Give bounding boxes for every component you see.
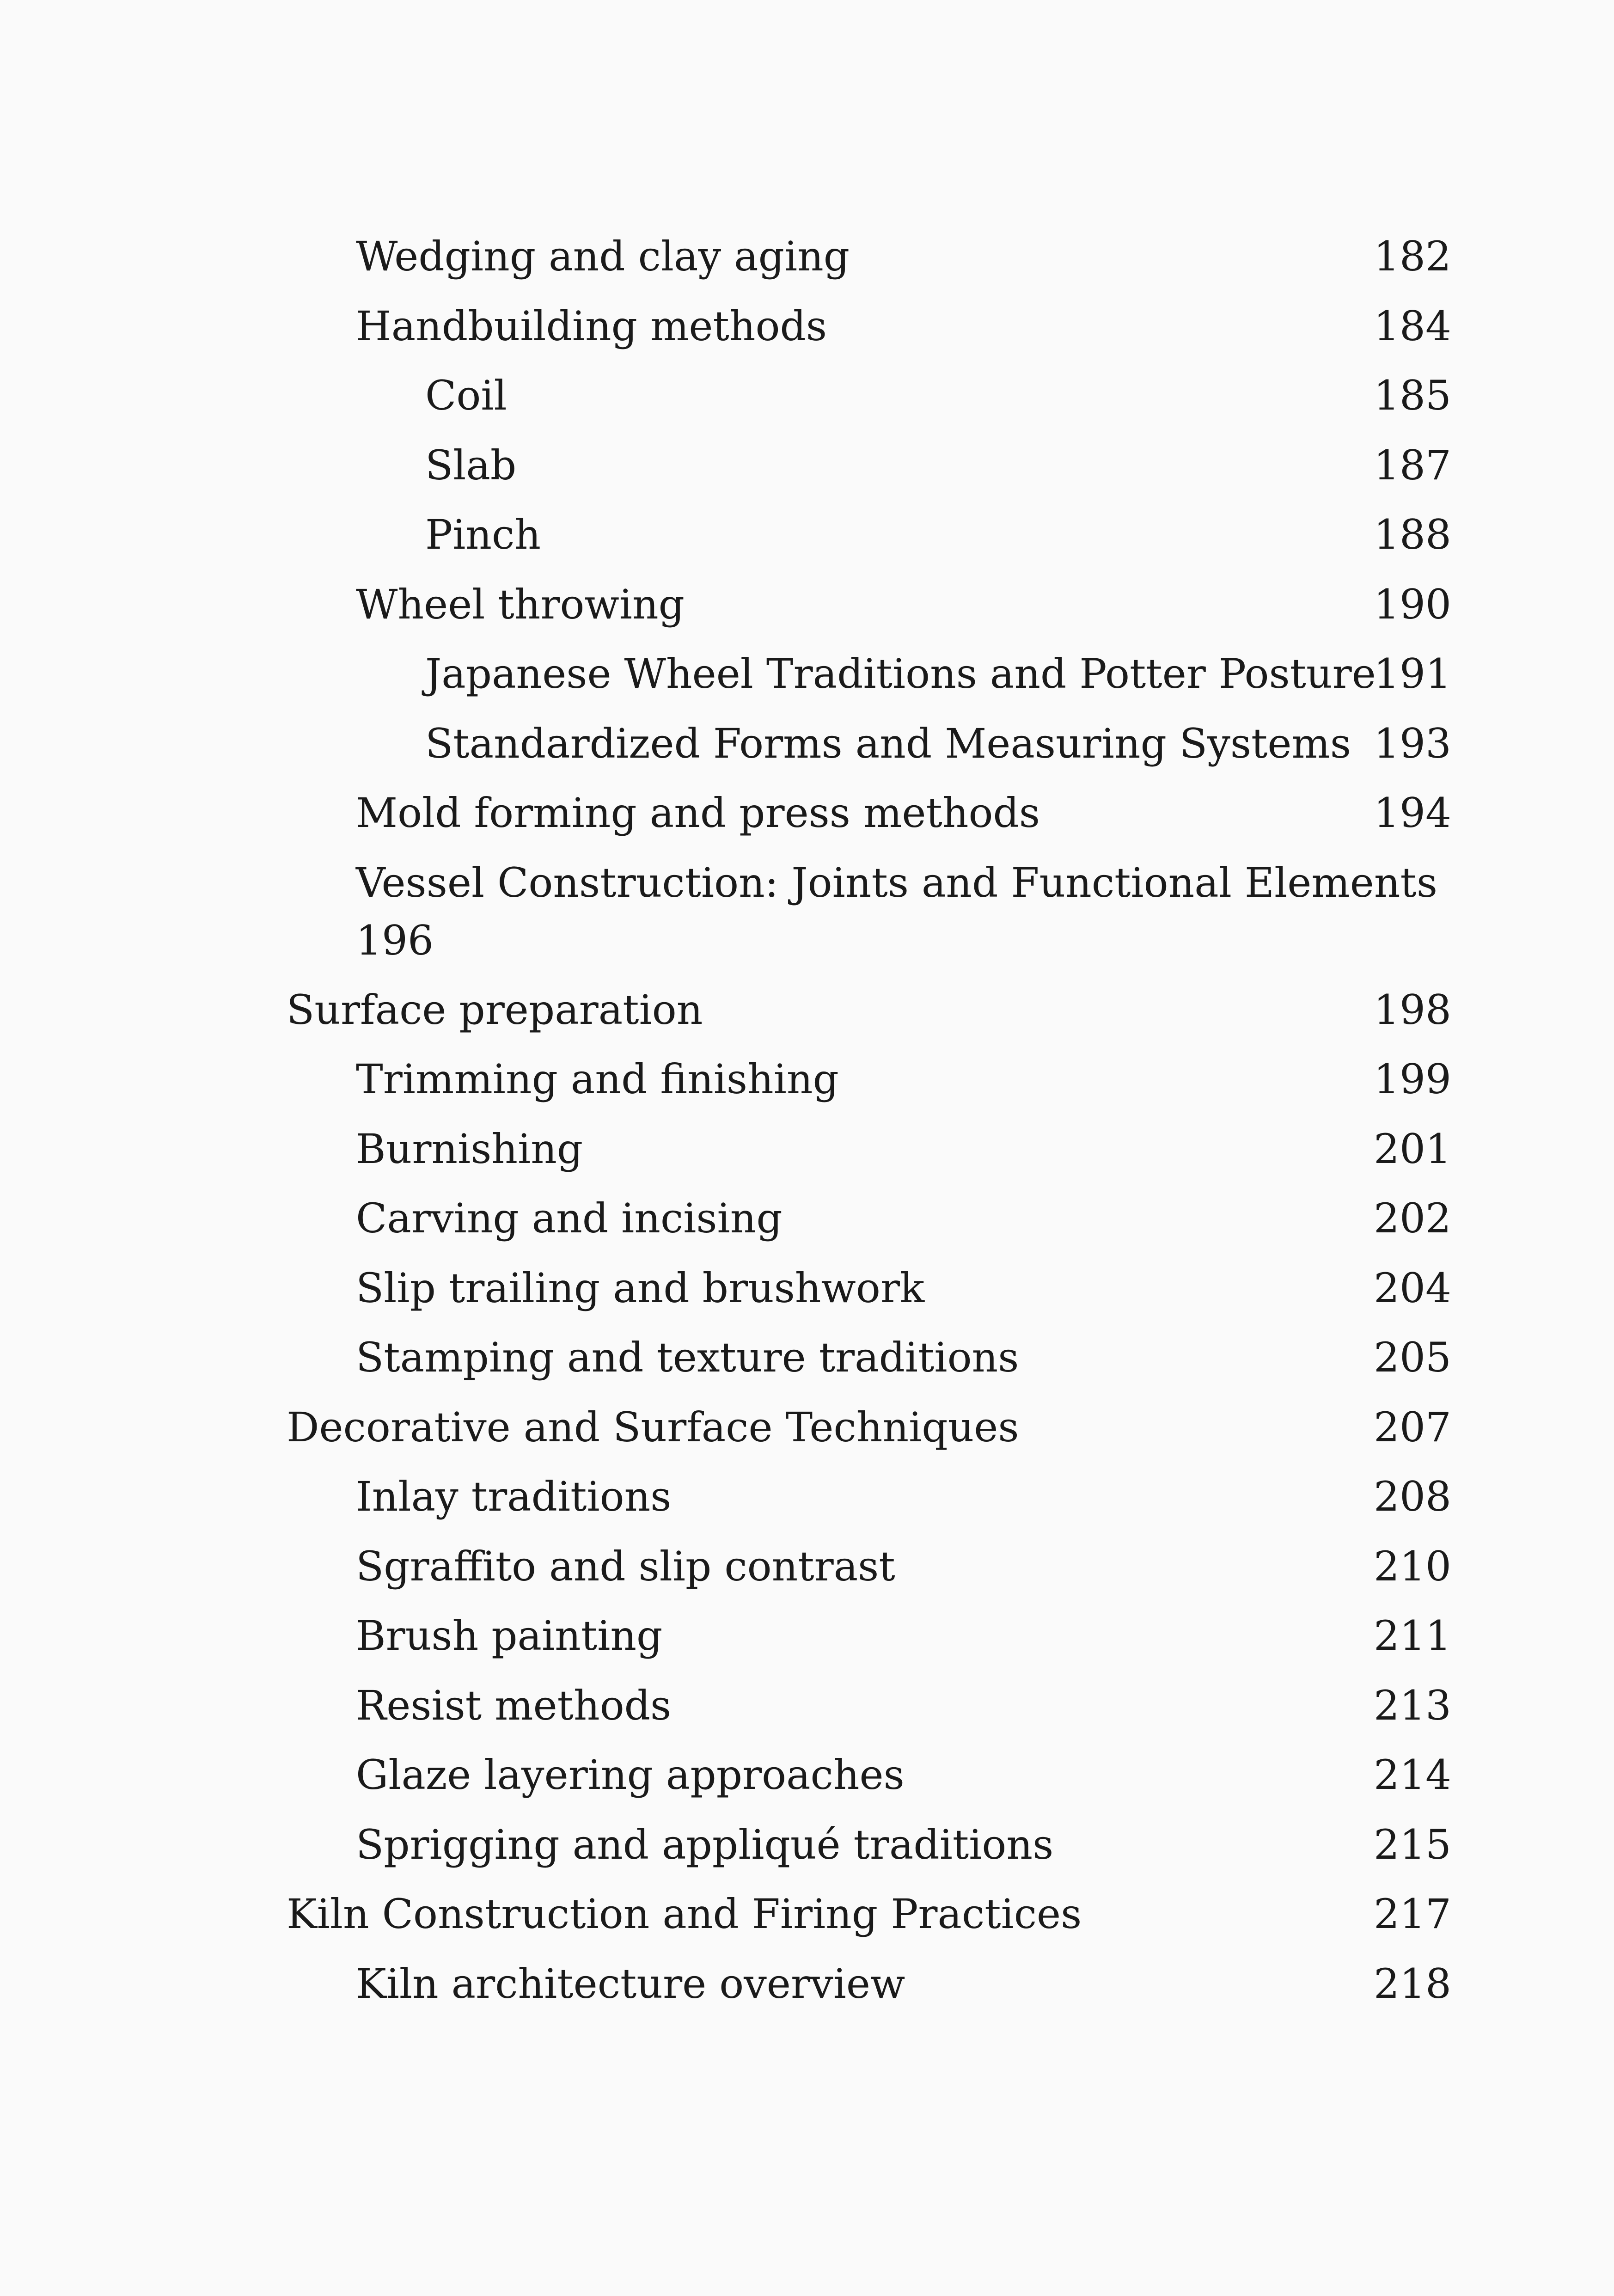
toc-entry-page: 214 [1374,1751,1451,1799]
toc-entry-page: 190 [1374,580,1451,628]
toc-entry [287,292,1451,361]
toc-entry-title: Japanese Wheel Traditions and Potter Posture [425,650,1376,698]
toc-entry-title: Standardized Forms and Measuring Systems [425,719,1351,767]
toc-entry-page: 199 [1374,1055,1451,1103]
toc-entry-title: Slip trailing and brushwork [356,1264,925,1312]
toc-entry-page: 182 [1374,233,1451,280]
toc-entry-page: 188 [1374,511,1451,558]
toc-entry [287,1671,1451,1741]
toc-entry-page: 198 [1374,986,1451,1034]
toc-entry-title: Sgraffito and slip contrast [356,1542,895,1590]
toc-entry-title: Carving and incising [356,1194,783,1242]
toc-entry [287,1740,1451,1810]
toc-entry-title: Mold forming and press methods [356,789,1040,837]
toc-entry [287,431,1451,501]
toc-entry [287,1810,1451,1880]
toc-entry-page: 187 [1374,441,1451,489]
toc-entry-page: 215 [1374,1820,1451,1868]
toc-entry [287,570,1451,640]
toc-entry [287,222,1451,292]
toc-entry-page: 213 [1374,1681,1451,1729]
toc-entry-title: Handbuilding methods [356,302,827,350]
toc-entry-page: 205 [1374,1334,1451,1381]
toc-entry [287,639,1451,709]
toc-entry [287,1045,1451,1114]
toc-entry-title: Brush painting [356,1612,663,1659]
toc-entry-page: 204 [1374,1264,1451,1312]
toc-entry-title: Wedging and clay aging [356,233,850,280]
toc-entry [287,1114,1451,1184]
toc-entry-page: 218 [1374,1959,1451,2008]
toc-entry-title: Sprigging and appliqué traditions [356,1820,1054,1868]
toc-entry-title: Stamping and texture traditions [356,1334,1019,1381]
toc-entry-page: 211 [1374,1612,1451,1659]
toc-entry-title: Vessel Construction: Joints and Functional Elements [356,858,1438,906]
toc-entry-title: Slab [425,441,517,489]
toc-entry-page: 196 [356,916,434,964]
toc-entry [287,848,1451,975]
toc-entry-title: Inlay traditions [356,1473,672,1520]
toc-entry-page: 184 [1374,302,1451,350]
toc-entry-title: Surface preparation [287,986,703,1034]
table-of-contents [287,222,1451,2019]
toc-entry [287,1393,1451,1463]
toc-entry [287,1532,1451,1602]
toc-entry [287,1254,1451,1323]
toc-entry-title: Trimming and finishing [356,1055,839,1103]
toc-entry-page: 202 [1374,1194,1451,1242]
toc-entry [287,1949,1451,2019]
toc-entry-page: 194 [1374,789,1451,837]
toc-entry [287,1323,1451,1393]
toc-entry-title: Burnishing [356,1125,583,1173]
toc-entry-page: 210 [1374,1542,1451,1590]
toc-entry-title: Kiln Construction and Firing Practices [287,1890,1082,1938]
toc-entry-title: Glaze layering approaches [356,1751,905,1799]
toc-entry [287,1184,1451,1254]
toc-entry [287,361,1451,431]
toc-entry-page: 185 [1374,372,1451,419]
toc-entry-page: 207 [1374,1403,1451,1451]
toc-entry [287,1601,1451,1671]
toc-entry-page: 191 [1374,650,1451,698]
toc-entry-title: Decorative and Surface Techniques [287,1403,1019,1451]
toc-entry-page: 193 [1374,719,1451,767]
toc-entry [287,778,1451,848]
toc-entry [287,1462,1451,1532]
toc-entry-title: Kiln architecture overview [356,1959,905,2008]
toc-entry-title: Resist methods [356,1681,672,1729]
toc-entry [287,709,1451,779]
toc-entry-title: Pinch [425,511,541,558]
toc-entry-title: Wheel throwing [356,580,685,628]
toc-entry-page: 217 [1374,1890,1451,1938]
toc-entry-page: 201 [1374,1125,1451,1173]
toc-entry-title: Coil [425,372,507,419]
toc-entry [287,1880,1451,1949]
toc-entry [287,975,1451,1045]
toc-entry-page: 208 [1374,1473,1451,1520]
toc-entry [287,500,1451,570]
